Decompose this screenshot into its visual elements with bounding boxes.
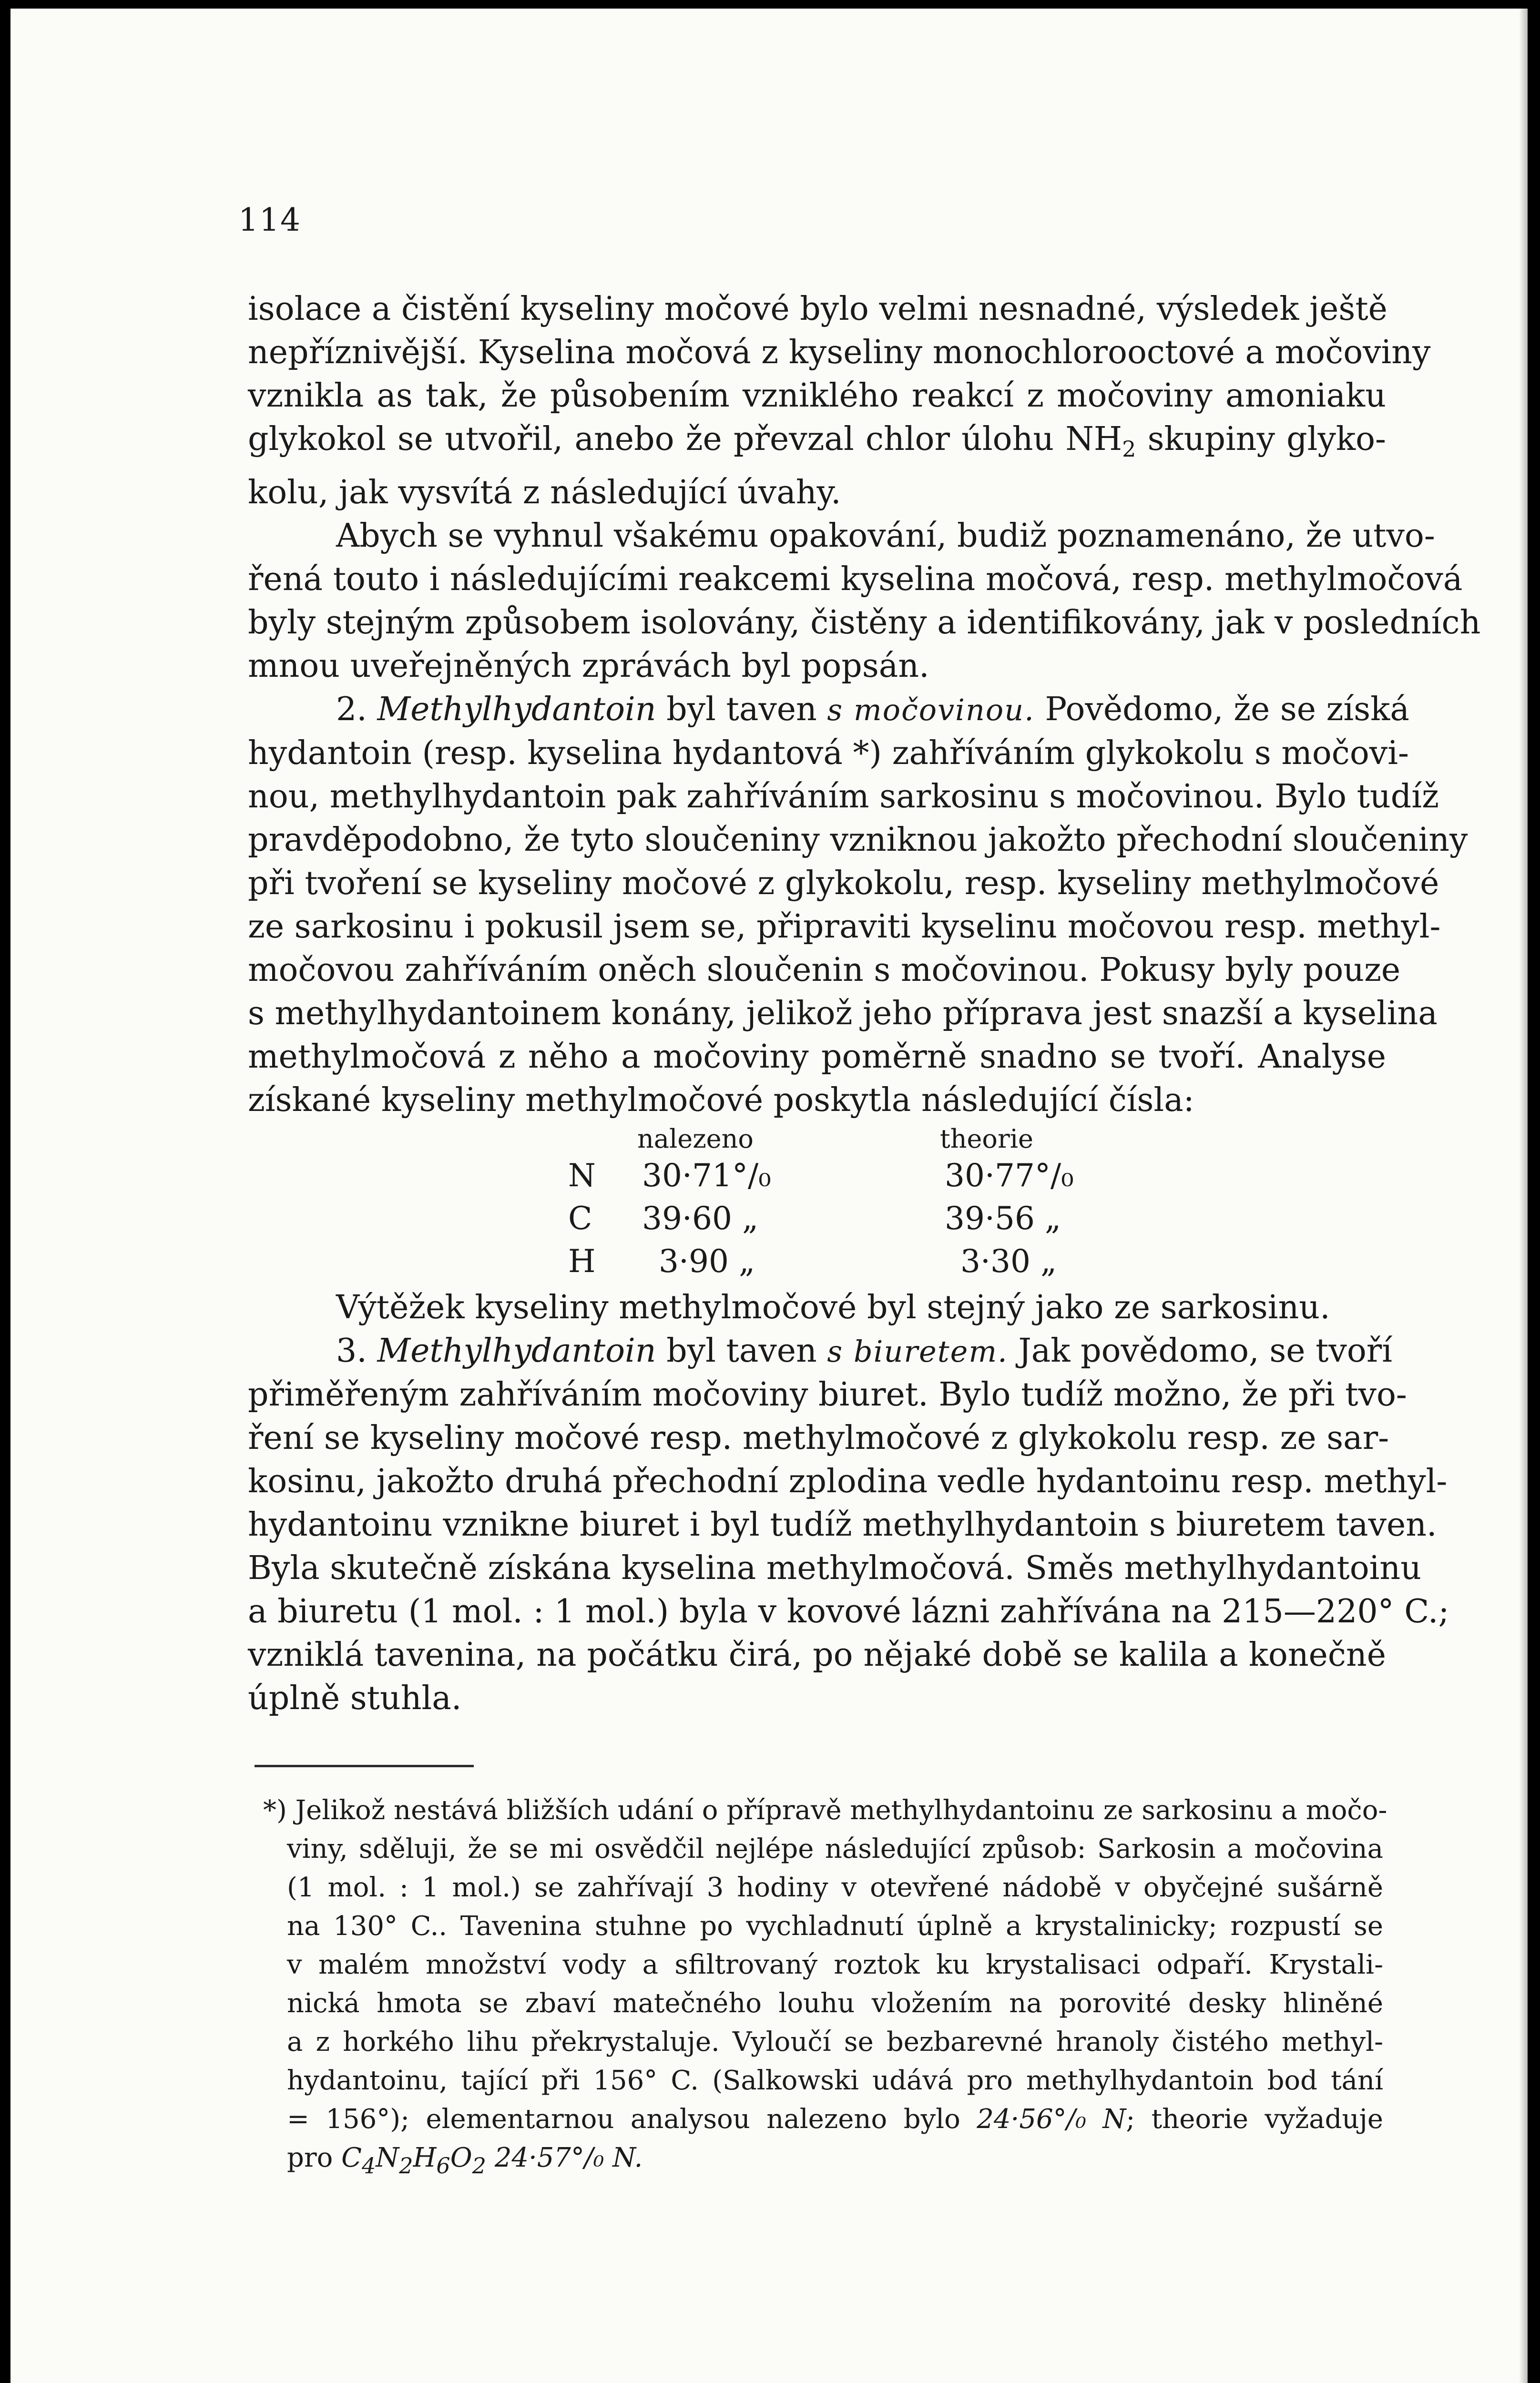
text-line: při tvoření se kyseliny močové z glykokolu, resp. kyseliny methylmočové [248,865,1439,902]
scanned-page [10,9,1528,2383]
section-number: 3. [336,1332,367,1370]
footnote-line: na 130° C.. Tavenina stuhne po vychladnutí úplně a krystalinicky; rozpustí se [287,1911,1383,1942]
text-segment: glykokol se utvořil, anebo že převzal chlor úlohu NH [248,420,1122,458]
text-line: s methylhydantoinem konány, jelikož jeho příprava jest snazší a kyselina [248,995,1438,1032]
footnote-line: v malém množství vody a sfiltrovaný roztok ku krystalisaci odpaří. Krystali- [287,1949,1383,1980]
text-segment: skupiny glyko- [1136,420,1386,458]
footnote-line: *) Jelikož nestává bližších udání o přípravě methylhydantoinu ze sarkosinu a močo- [263,1795,1387,1826]
footnote-line: a z horkého lihu překrystaluje. Vyloučí se bezbarevné hranoly čistého methyl- [287,2027,1383,2057]
text-segment: Povědomo, že se získá [1034,691,1409,728]
theory-value: 39·56 „ [945,1200,1061,1237]
found-value: 39·60 „ [642,1200,759,1237]
section-title: Methylhydantoin [377,691,656,728]
footnote-line: hydantoinu, tající při 156° C. (Salkowski udává pro methylhydantoin bod tání [287,2065,1383,2096]
section-number: 2. [336,691,367,728]
table-row [551,1157,1114,1200]
text-line: úplně stuhla. [248,1680,462,1717]
analysis-table [551,1124,1114,1295]
text-line: nou, methylhydantoin pak zahříváním sarkosinu s močovinou. Bylo tudíž [248,778,1439,815]
table-row [551,1243,1114,1286]
text-segment: Jak povědomo, se tvoří [1008,1332,1393,1370]
spaced-text: s močovinou. [827,692,1035,727]
text-line: pravděpodobno, že tyto sloučeniny vzniknou jakožto přechodní sloučeniny [248,821,1468,859]
text-line: řená touto i následujícími reakcemi kyselina močová, resp. methylmočová [248,560,1463,598]
found-value: 3·90 „ [659,1243,755,1280]
text-line: a biuretu (1 mol. : 1 mol.) byla v kovové lázni zahřívána na 215—220° C.; [248,1593,1449,1630]
footnote [263,1791,1387,2185]
text-segment: pro [287,2142,342,2173]
text-line: Byla skutečně získána kyselina methylmočová. Směs methylhydantoinu [248,1549,1422,1587]
text-line: nepříznivější. Kyselina močová z kyseliny monochlorooctové a močoviny [248,334,1431,371]
text-line: isolace a čistění kyseliny močové bylo velmi nesnadné, výsledek ještě [248,290,1387,328]
text-line: ze sarkosinu i pokusil jsem se, připraviti kyselinu močovou resp. methyl- [248,908,1441,946]
text-segment: byl taven [656,691,827,728]
main-text [248,287,1481,1122]
found-result: 24·56°/₀ N [977,2104,1126,2135]
theory-result: 24·57°/₀ N. [494,2142,643,2173]
spaced-text: s biuretem. [827,1334,1008,1369]
text-line: Výtěžek kyseliny methylmočové byl stejný jako ze sarkosinu. [336,1289,1330,1326]
chemical-formula: $C_4N_2H_6O_2$ [341,2142,486,2179]
main-text-continued [248,1286,1449,1720]
element-symbol: C [568,1200,592,1237]
theory-value: 30·77°/₀ [945,1157,1074,1194]
text-line: získané kyseliny methylmočové poskytla následující čísla: [248,1081,1194,1119]
footnote-line: viny, sděluji, že se mi osvědčil nejlépe následující způsob: Sarkosin a močovina [287,1833,1383,1864]
section-2-heading-line [248,688,1409,732]
text-line: kosinu, jakožto druhá přechodní zplodina vedle hydantoinu resp. methyl- [248,1463,1448,1500]
table-header-theory: theorie [940,1124,1033,1154]
text-line: Abych se vyhnul všakému opakování, budiž poznamenáno, že utvo- [336,517,1435,555]
found-value: 30·71°/₀ [642,1157,771,1194]
section-3-heading-line [248,1329,1393,1373]
text-line: přiměřeným zahříváním močoviny biuret. Bylo tudíž možno, že při tvo- [248,1376,1407,1414]
text-line: methylmočová z něho a močoviny poměrně snadno se tvoří. Analyse [248,1038,1386,1076]
footnote-line: nická hmota se zbaví matečného louhu vložením na porovité desky hliněné [287,1988,1383,2019]
footnote-line: (1 mol. : 1 mol.) se zahřívají 3 hodiny v otevřené nádobě v obyčejné sušárně [287,1872,1383,1903]
footnote-line-formula [287,2139,1383,2185]
section-title: Methylhydantoin [377,1332,656,1370]
text-line-nh2 [248,418,1386,471]
subscript: 2 [1122,436,1136,462]
text-line: hydantoinu vznikne biuret i byl tudíž methylhydantoin s biuretem taven. [248,1506,1437,1544]
element-symbol: N [568,1157,596,1194]
text-line: mnou uveřejněných zprávách byl popsán. [248,647,929,685]
table-header-found: nalezeno [637,1124,754,1154]
text-line: vznikla as tak, že působením vzniklého reakcí z močoviny amoniaku [248,377,1386,415]
text-line: kolu, jak vysvítá z následující úvahy. [248,474,841,511]
footnote-rule [255,1765,474,1767]
text-segment: = 156°); elementarnou analysou nalezeno bylo [287,2104,977,2135]
text-line: močovou zahříváním oněch sloučenin s močovinou. Pokusy byly pouze [248,951,1401,989]
page-number: 114 [238,202,301,238]
table-row [551,1200,1114,1243]
text-segment: byl taven [656,1332,827,1370]
theory-value: 3·30 „ [960,1243,1057,1280]
text-line: ření se kyseliny močové resp. methylmočové z glykokolu resp. ze sar- [248,1419,1389,1457]
element-symbol: H [568,1243,596,1280]
text-line: vzniklá tavenina, na počátku čirá, po nějaké době se kalila a konečně [248,1636,1386,1674]
text-segment: ; theorie vyžaduje [1126,2104,1384,2135]
text-line: byly stejným způsobem isolovány, čistěny a identifikovány, jak v posledních [248,604,1481,642]
text-line: hydantoin (resp. kyselina hydantová *) zahříváním glykokolu s močovi- [248,734,1409,772]
page-edge-shadow [1519,9,1528,2383]
footnote-line-analysis [287,2100,1383,2139]
